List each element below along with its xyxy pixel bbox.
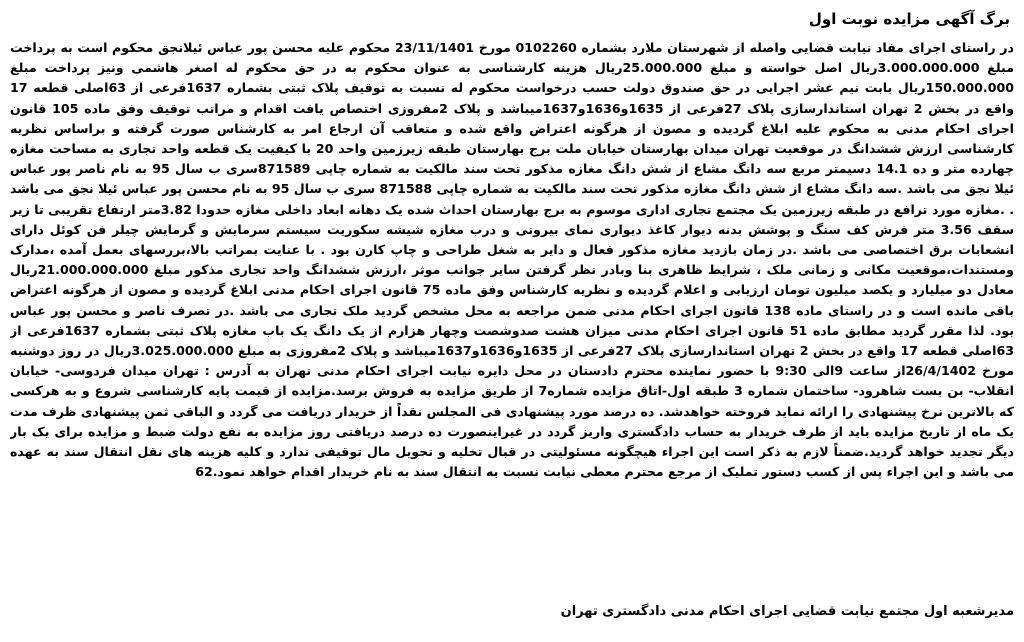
notice-title: برگ آگهی مزایده نوبت اول — [808, 10, 1010, 28]
notice-body: در راستای اجرای مفاد نیابت قضایی واصله از شهرستان ملارد بشماره 0102260 مورخ 23/11/1401 محکوم علیه محسن پور عباس ئیلانجق محکوم است به پرداخت مبلغ 3.000.000.000ریال اصل خواسته و مبلغ 25.000.000ریال هزینه کارشناسی به عنوان محکوم به در حق محکوم له اصغر هاشمی ونیز پرداخت مبلغ 150.000.000ریال بابت نیم عشر اجرایی در حق صندوق دولت حسب درخواست محکوم له نسبت به توقیف پلاک ثبتی بشماره 1637فرعی از 63اصلی قطعه 17 واقع در بخش 2 تهران استاندارسازی پلاک 27فرعی از 1635و1636و1637میباشد و پلاک 2مفروزی اختصاص یافت اقدام و مراتب توقیف وفق ماده 105 قانون اجرای احکام مدنی به محکوم علیه ابلاغ گردیده و مصون از هرگونه اعتراض واقع شده و متعاقب آن ارجاع امر به کارشناس صورت گرفته و براساس نظریه کارشناسی ارزش ششدانگ در موقعیت تهران میدان بهارستان خیابان ملت برج بهارستان طبقه زیرزمین واحد 20 با کیفیت یک قطعه واحد تجاری به مساحت مغازه چهارده متر و ده 14.1 دسیمتر مربع سه دانگ مشاع از شش دانگ مغازه مذکور تحت سند مالکیت به شماره چاپی 871589سری ب سال 95 به نام ناصر پور عباس ئیلا نجق می باشد .سه دانگ مشاع از شش دانگ مغازه مذکور تحت سند مالکیت به شماره چاپی 871588 سری ب سال 95 به نام محسن پور عباس ئیلا نجق می باشد . .مغازه مورد ترافع در طبقه زیرزمین یک مجتمع تجاری اداری موسوم به برج بهارستان احداث شده یک دهانه ابعاد داخلی مغازه حدودا 3.82متر ارتفاع تقریبی تا زیر سقف 3.56 متر فرش کف سنگ و پوشش بدنه دیوار کاغذ دیواری نمای بیرونی و درب مغازه شیشه سکوریت سیستم سرمایش و گرمایش چیلر فن کوئل دارای انشعابات برق اختصاصی می باشد .در زمان بازدید مغازه مذکور فعال و دایر به شغل طراحی و چاپ کارن بود . با عنایت بمراتب بالا،بررسهای بعمل آمده ،مدارک ومستندات،موقعیت مکانی و زمانی ملک ، شرایط ظاهری بنا وبادر نظر گرفتن سایر جوانب موثر ،ارزش ششدانگ واحد تجاری مذکور مبلغ 21.000.000.000ریال معادل دو میلیارد و یکصد میلیون تومان ارزیابی و اعلام گردیده و نظریه کارشناس وفق ماده 75 قانون اجرای احکام مدنی ابلاغ گردیده و مصون از هرگونه اعتراض باقی مانده است و در راستای ماده 138 قانون اجرای احکام مدنی ضمن مراجعه به محل مشخص گردید ملک تجاری می باشد .در تصرف ناصر و محسن پور عباس بود. لذا مقرر گردید مطابق ماده 51 قانون اجرای احکام مدنی میزان هشت صدوشصت وچهار هزارم از یک دانگ یک باب مغازه پلاک ثبتی بشماره 1637فرعی از 63اصلی قطعه 17 واقع در بخش 2 تهران استاندارسازی پلاک 27فرعی از 1635و1636و1637میباشد و پلاک 2مفروزی به مبلغ 3.025.000.000ریال در روز دوشنبه مورخ 26/4/1402از ساعت 9الی 9:30 با حضور نماینده محترم دادستان در محل دایره نیابت اجرای احکام مدنی تهران به آدرس : تهران میدان فردوسی- خیابان انقلاب- بن بست شاهرود- ساختمان شماره 3 طبقه اول-اتاق مزایده شماره7 از طریق مزایده به فروش برسد.مزایده از قیمت پایه کارشناسی شروع و به هرکسی که بالاترین نرخ پیشنهادی را ارائه نماید فروخته خواهدشد. ده درصد مورد پیشنهادی فی المجلس نقداً از خریدار دریافت می گردد و الباقی ثمن پیشنهادی ظرف مدت یک ماه از تاریخ مزایده باید از طرف خریدار به حساب دادگستری واریز گردد در غیراینصورت ده درصد دریافتی روز مزایده به نفع دولت ضبط و مزایده برای یک بار دیگر تجدید خواهد گردید.ضمناً لازم به ذکر است این اجراء هیچگونه مسئولیتی در قبال تخلیه و تحویل مال توقیفی ندارد و کلیه هزینه های نقل انتقال سند به عهده می باشد و این اجراء پس از کسب دستور تملیک از مرجع محترم معطی نیابت نسبت به انتقال سند به نام خریدار اقدام خواهد نمود.62 — [10, 40, 1014, 480]
notice-signature: مدیرشعبه اول مجتمع نیابت قضایی اجرای احکام مدنی دادگستری تهران — [560, 604, 1014, 619]
